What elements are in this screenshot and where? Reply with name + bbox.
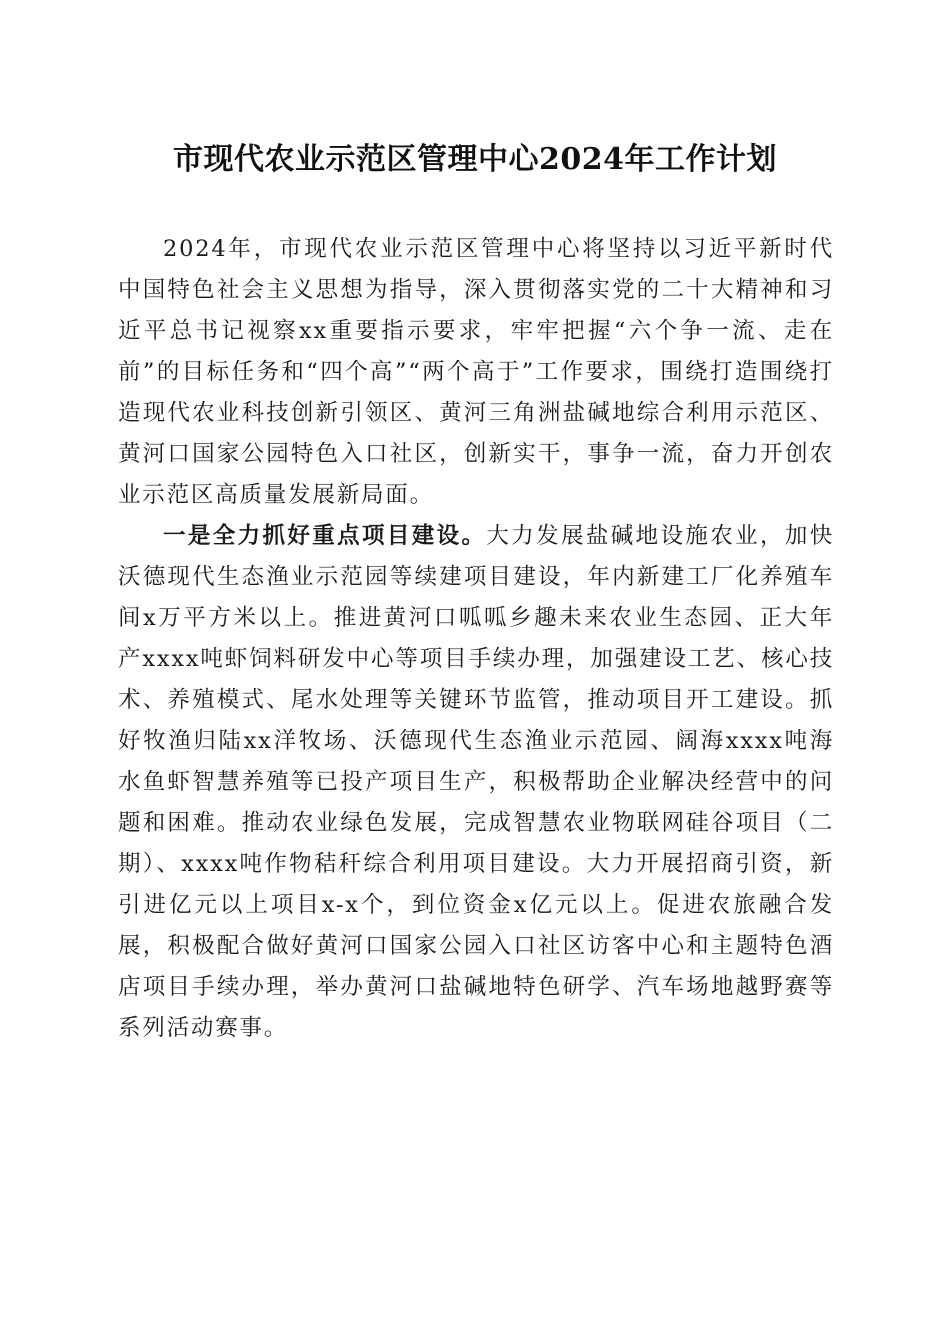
document-title: 市现代农业示范区管理中心2024年工作计划	[173, 142, 777, 177]
section-paragraph-1	[118, 516, 834, 1049]
document-body	[118, 229, 834, 1049]
intro-paragraph	[118, 229, 834, 516]
paragraph-lead: 一是全力抓好重点项目建设。	[163, 523, 487, 549]
paragraph-text: 2024年，市现代农业示范区管理中心将坚持以习近平新时代中国特色社会主义思想为指导，深入贯彻落实党的二十大精神和习近平总书记视察xx重要指示要求，牢牢把握“六个争一流、走在前”的目标任务和“四个高”“两个高于”工作要求，围绕打造围绕打造现代农业科技创新引领区、黄河三角洲盐碱地综合利用示范区、黄河口国家公园特色入口社区，创新实干，事争一流，奋力开创农业示范区高质量发展新局面。	[118, 236, 834, 508]
paragraph-text: 大力发展盐碱地设施农业，加快沃德现代生态渔业示范园等续建项目建设，年内新建工厂化养殖车间x万平方米以上。推进黄河口呱呱乡趣未来农业生态园、正大年产xxxx吨虾饲料研发中心等项目手续办理，加强建设工艺、核心技术、养殖模式、尾水处理等关键环节监管，推动项目开工建设。抓好牧渔归陆xx洋牧场、沃德现代生态渔业示范园、阔海xxxx吨海水鱼虾智慧养殖等已投产项目生产，积极帮助企业解决经营中的问题和困难。推动农业绿色发展，完成智慧农业物联网硅谷项目（二期）、xxxx吨作物秸秆综合利用项目建设。大力开展招商引资，新引进亿元以上项目x-x个，到位资金x亿元以上。促进农旅融合发展，积极配合做好黄河口国家公园入口社区访客中心和主题特色酒店项目手续办理，举办黄河口盐碱地特色研学、汽车场地越野赛等系列活动赛事。	[118, 523, 835, 1041]
